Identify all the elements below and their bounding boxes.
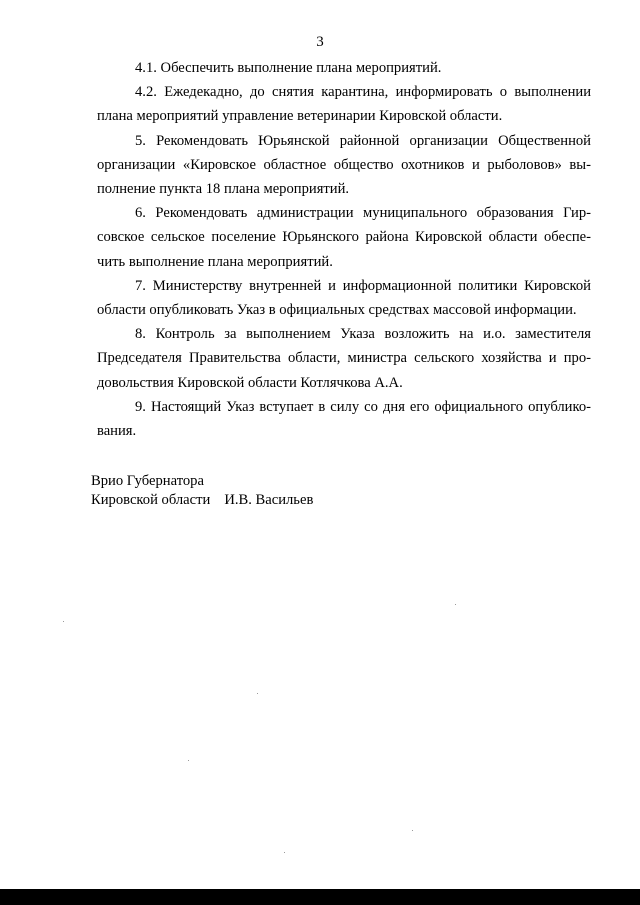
signatory-region-line <box>91 491 313 510</box>
signature-block <box>91 472 313 510</box>
paragraph-9: 9. Настоящий Указ вступает в силу со дня его официального опубликования. <box>97 398 591 440</box>
scan-speck <box>284 852 285 853</box>
paragraph-4-2: 4.2. Ежедекадно, до снятия карантина, информировать о выполнении плана мероприятий управление ветеринарии Кировской области. <box>97 84 591 125</box>
scan-speck <box>455 604 456 605</box>
scan-edge-bar <box>0 889 640 905</box>
paragraph-7: 7. Министерству внутренней и информационной политики Кировской области опубликовать Указ в официальных средствах массовой информации. <box>97 277 591 319</box>
paragraph-5: 5. Рекомендовать Юрьянской районной организации Общественной организации «Кировское областное общество охотников и рыболовов» выполнение пункта 18 плана мероприятий. <box>97 132 591 198</box>
signatory-name: И.В. Васильев <box>224 492 314 508</box>
page-number: 3 <box>316 34 324 50</box>
paragraph-6: 6. Рекомендовать администрации муниципального образования Гирсовское сельское поселение Юрьянского района Кировской области обеспечить выполнение плана мероприятий. <box>97 205 591 270</box>
document-body <box>97 56 591 443</box>
paragraph-8: 8. Контроль за выполнением Указа возложить на и.о. заместителя Председателя Правительства области, министра сельского хозяйства и продовольствия Кировской области Котлячкова А.А. <box>97 326 591 391</box>
scan-speck <box>63 621 64 622</box>
scan-speck <box>412 830 413 831</box>
scan-speck <box>188 760 189 761</box>
scan-speck <box>257 693 258 694</box>
signatory-region: Кировской области <box>91 492 211 508</box>
signatory-title: Врио Губернатора <box>91 473 204 489</box>
paragraph-4-1: 4.1. Обеспечить выполнение плана мероприятий. <box>135 60 442 76</box>
